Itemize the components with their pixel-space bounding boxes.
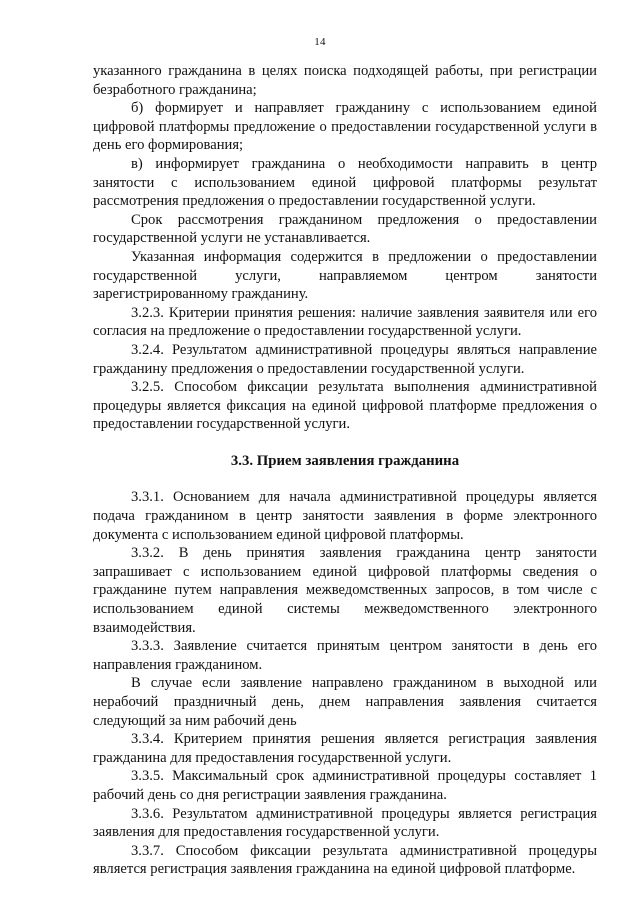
paragraph: 3.3.6. Результатом административной процедуры является регистрация заявления для предоставления государственной услуги. <box>93 805 597 841</box>
paragraph: Срок рассмотрения гражданином предложения о предоставлении государственной услуги не устанавливается. <box>93 211 597 247</box>
paragraph: В случае если заявление направлено гражданином в выходной или нерабочий праздничный день, днем направления заявления считается следующий за ним рабочий день <box>93 675 597 729</box>
paragraph: в) информирует гражданина о необходимости направить в центр занятости с использованием единой цифровой платформы результат рассмотрения предложения о предоставлении государственной услуги. <box>93 155 597 210</box>
paragraph: 3.3.1. Основанием для начала административной процедуры является подача гражданином в центр занятости заявления в форме электронного документа с использованием единой цифровой платформы. <box>93 489 597 543</box>
paragraph: указанного гражданина в целях поиска подходящей работы, при регистрации безработного гражданина; <box>93 63 597 98</box>
section-heading: 3.3. Прием заявления гражданина <box>230 452 460 469</box>
paragraph: 3.3.2. В день принятия заявления гражданина центр занятости запрашивает с использованием единой цифровой платформы сведения о гражданине путем направления межведомственных запросов, в том числе с использованием единой системы межведомственного электронного взаимодействия. <box>93 545 597 636</box>
page-number: 14 <box>314 36 326 48</box>
paragraph: Указанная информация содержится в предложении о предоставлении государственной услуги, направляемом центром занятости зарегистрированному гражданину. <box>93 248 597 303</box>
paragraph: 3.3.7. Способом фиксации результата административной процедуры является регистрация заявления гражданина на единой цифровой платформе. <box>93 842 597 878</box>
paragraph: 3.2.4. Результатом административной процедуры являться направление гражданину предложения о предоставлении государственной услуги. <box>93 341 597 377</box>
paragraph: 3.3.5. Максимальный срок административной процедуры составляет 1 рабочий день со дня регистрации заявления гражданина. <box>93 768 597 803</box>
paragraph: 3.2.3. Критерии принятия решения: наличие заявления заявителя или его согласия на предложение о предоставлении государственной услуги. <box>93 304 597 340</box>
document-body <box>93 62 597 879</box>
paragraph: 3.3.3. Заявление считается принятым центром занятости в день его направления гражданином. <box>93 638 597 673</box>
paragraph: б) формирует и направляет гражданину с использованием единой цифровой платформы предложение о предоставлении государственной услуги в день его формирования; <box>93 100 597 154</box>
paragraph: 3.2.5. Способом фиксации результата выполнения административной процедуры является фиксация на единой цифровой платформе предложения о предоставлении государственной услуги. <box>93 379 597 433</box>
paragraph: 3.3.4. Критерием принятия решения является регистрация заявления гражданина для предоставления государственной услуги. <box>93 731 597 766</box>
